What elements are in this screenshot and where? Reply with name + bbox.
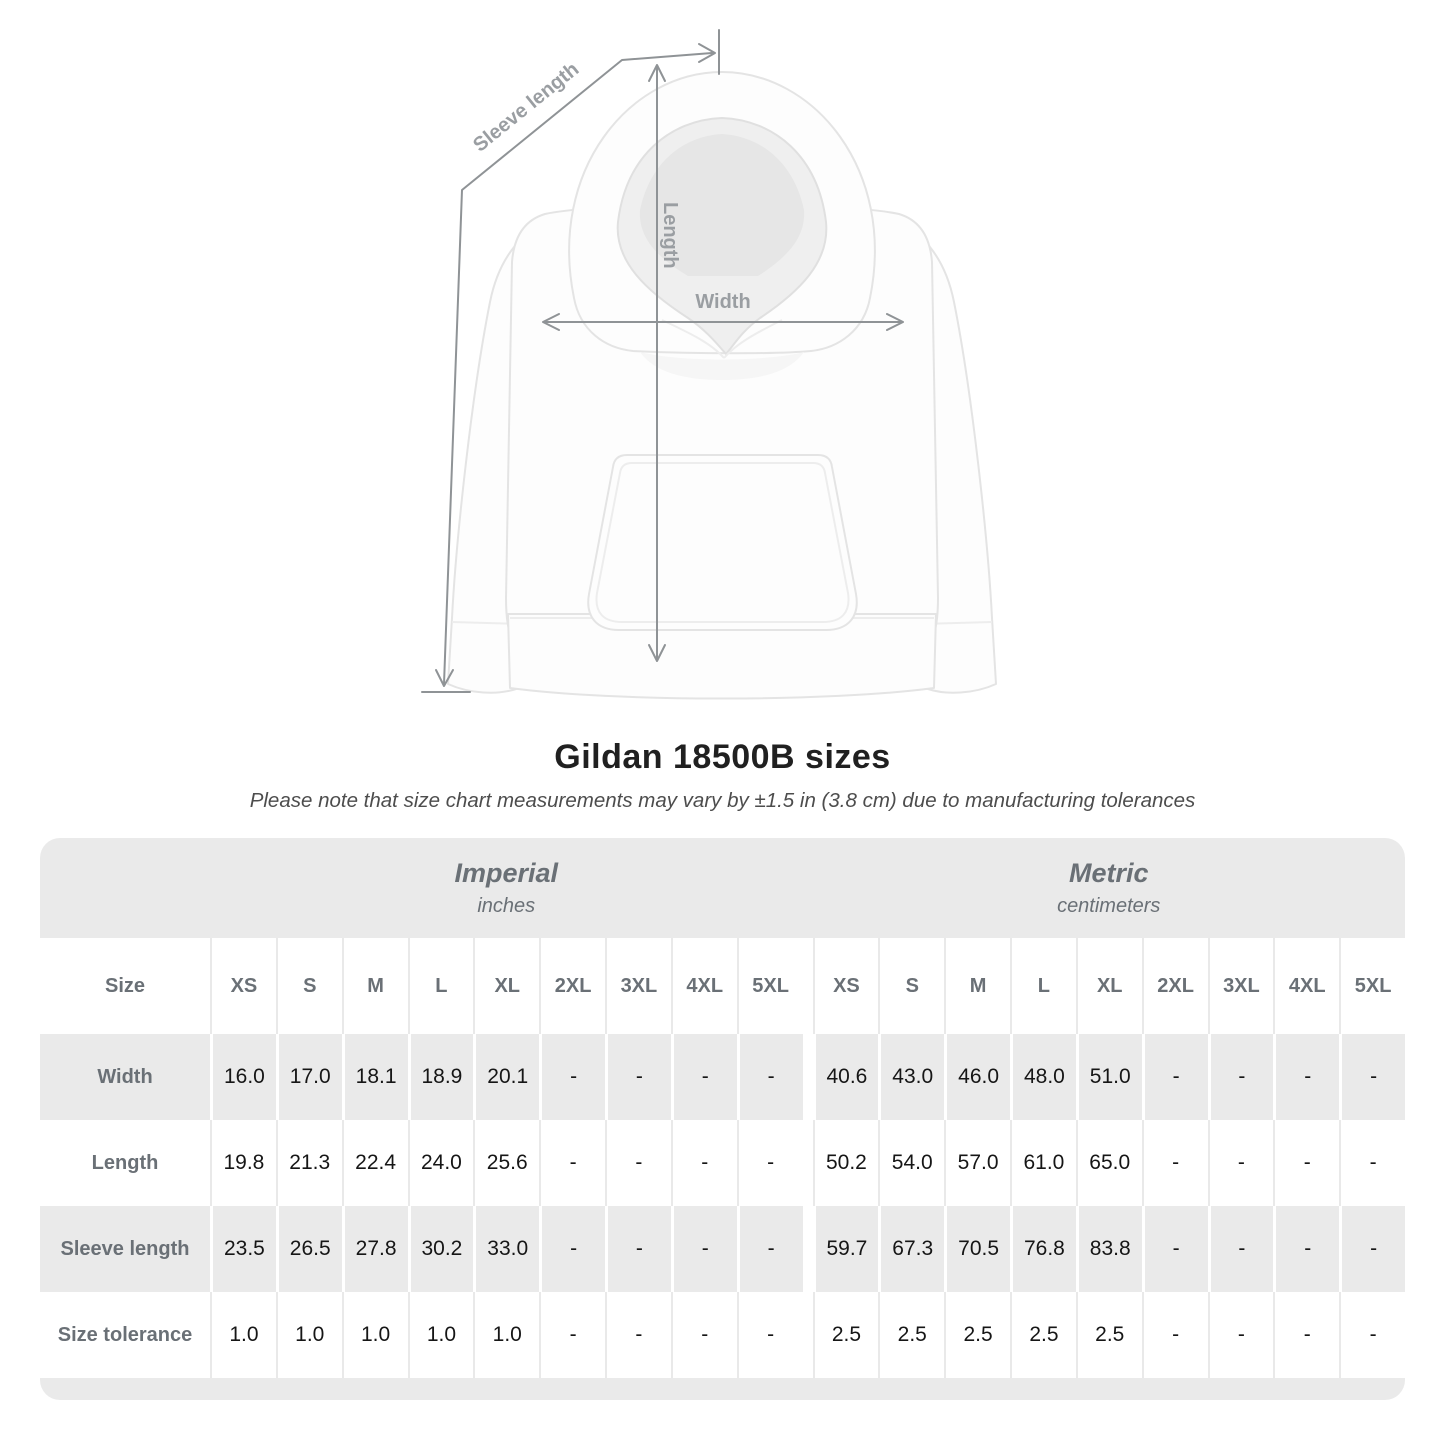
size-header-imperial-5xl: 5XL — [737, 938, 803, 1034]
measurement-value: - — [1208, 1034, 1274, 1120]
measurement-value: - — [1142, 1292, 1208, 1378]
measurement-value: 1.0 — [276, 1292, 342, 1378]
unit-band-divider — [803, 838, 813, 938]
measurement-value: - — [671, 1120, 737, 1206]
measurement-value: - — [605, 1034, 671, 1120]
section-divider — [803, 1206, 813, 1292]
measurement-value: 1.0 — [342, 1292, 408, 1378]
size-header-imperial-3xl: 3XL — [605, 938, 671, 1034]
measurement-value: - — [737, 1292, 803, 1378]
measurement-value: 48.0 — [1010, 1034, 1076, 1120]
measurement-value: - — [671, 1292, 737, 1378]
measurement-value: - — [605, 1206, 671, 1292]
measurement-value: - — [605, 1120, 671, 1206]
section-divider — [803, 1120, 813, 1206]
measurement-value: 20.1 — [473, 1034, 539, 1120]
measurement-value: 67.3 — [878, 1206, 944, 1292]
size-grid — [40, 938, 1405, 1378]
measurement-value: 2.5 — [813, 1292, 879, 1378]
measurement-value: - — [539, 1206, 605, 1292]
measurement-value: - — [737, 1206, 803, 1292]
metric-title: Metric — [1068, 858, 1149, 888]
measurement-value: - — [539, 1292, 605, 1378]
size-column-header: Size — [40, 938, 210, 1034]
size-header-imperial-4xl: 4XL — [671, 938, 737, 1034]
measurement-value: - — [1142, 1120, 1208, 1206]
imperial-header — [210, 838, 803, 938]
row-label: Size tolerance — [40, 1292, 210, 1378]
measurement-value: - — [1273, 1292, 1339, 1378]
measurement-value: 83.8 — [1076, 1206, 1142, 1292]
width-label: Width — [695, 291, 751, 313]
sleeve-length-label: Sleeve length — [469, 58, 584, 157]
measurement-value: 23.5 — [210, 1206, 276, 1292]
measurement-value: - — [1273, 1120, 1339, 1206]
size-header-metric-5xl: 5XL — [1339, 938, 1405, 1034]
size-header-imperial-xl: XL — [473, 938, 539, 1034]
measurement-value: 65.0 — [1076, 1120, 1142, 1206]
size-header-metric-xs: XS — [813, 938, 879, 1034]
size-header-metric-3xl: 3XL — [1208, 938, 1274, 1034]
measurement-value: 27.8 — [342, 1206, 408, 1292]
measurement-value: - — [1208, 1206, 1274, 1292]
measurement-value: 17.0 — [276, 1034, 342, 1120]
measurement-value: 54.0 — [878, 1120, 944, 1206]
table-footer-strip — [40, 1378, 1405, 1400]
size-header-imperial-2xl: 2XL — [539, 938, 605, 1034]
measurement-value: - — [539, 1034, 605, 1120]
measurement-value: 19.8 — [210, 1120, 276, 1206]
measurement-value: 2.5 — [944, 1292, 1010, 1378]
measurement-value: 18.1 — [342, 1034, 408, 1120]
section-divider — [803, 1034, 813, 1120]
row-label: Width — [40, 1034, 210, 1120]
measurement-value: 59.7 — [813, 1206, 879, 1292]
measurement-value: 18.9 — [408, 1034, 474, 1120]
size-header-imperial-s: S — [276, 938, 342, 1034]
measurement-value: 76.8 — [1010, 1206, 1076, 1292]
measurement-value: - — [737, 1120, 803, 1206]
measurement-value: 24.0 — [408, 1120, 474, 1206]
hoodie-illustration — [448, 72, 996, 699]
row-label: Length — [40, 1120, 210, 1206]
metric-unit: centimeters — [1057, 895, 1161, 917]
measurement-value: 70.5 — [944, 1206, 1010, 1292]
measurement-value: - — [1142, 1034, 1208, 1120]
tolerance-note: Please note that size chart measurements may vary by ±1.5 in (3.8 cm) due to manufacturing tolerances — [249, 789, 1196, 812]
measurement-value: 33.0 — [473, 1206, 539, 1292]
measurement-value: 1.0 — [408, 1292, 474, 1378]
section-divider — [803, 1292, 813, 1378]
size-header-metric-4xl: 4XL — [1273, 938, 1339, 1034]
measurement-value: - — [605, 1292, 671, 1378]
measurement-value: 61.0 — [1010, 1120, 1076, 1206]
unit-header-band — [40, 838, 1405, 938]
size-header-metric-2xl: 2XL — [1142, 938, 1208, 1034]
measurement-value: 43.0 — [878, 1034, 944, 1120]
row-label: Sleeve length — [40, 1206, 210, 1292]
measurement-value: 21.3 — [276, 1120, 342, 1206]
measurement-value: 22.4 — [342, 1120, 408, 1206]
measurement-value: 30.2 — [408, 1206, 474, 1292]
measurement-value: - — [671, 1034, 737, 1120]
page-title: Gildan 18500B sizes — [554, 738, 891, 776]
size-chart-table — [40, 838, 1405, 1400]
measurement-value: 51.0 — [1076, 1034, 1142, 1120]
measurement-value: 40.6 — [813, 1034, 879, 1120]
measurement-value: - — [1208, 1120, 1274, 1206]
imperial-title: Imperial — [454, 858, 559, 888]
size-header-imperial-m: M — [342, 938, 408, 1034]
size-header-metric-s: S — [878, 938, 944, 1034]
size-header-imperial-l: L — [408, 938, 474, 1034]
size-header-metric-m: M — [944, 938, 1010, 1034]
measurement-value: - — [1339, 1206, 1405, 1292]
measurement-value: 1.0 — [210, 1292, 276, 1378]
imperial-unit: inches — [477, 895, 536, 917]
measurement-value: - — [1339, 1034, 1405, 1120]
measurement-value: - — [1339, 1292, 1405, 1378]
measurement-value: 46.0 — [944, 1034, 1010, 1120]
size-header-metric-xl: XL — [1076, 938, 1142, 1034]
measurement-value: 16.0 — [210, 1034, 276, 1120]
measurement-value: 2.5 — [878, 1292, 944, 1378]
measurement-value: - — [671, 1206, 737, 1292]
section-divider — [803, 938, 813, 1034]
metric-header — [813, 838, 1406, 938]
size-header-metric-l: L — [1010, 938, 1076, 1034]
measurement-value: 57.0 — [944, 1120, 1010, 1206]
unit-band-spacer — [40, 838, 210, 938]
measurement-value: 50.2 — [813, 1120, 879, 1206]
measurement-value: 25.6 — [473, 1120, 539, 1206]
measurement-value: 2.5 — [1010, 1292, 1076, 1378]
measurement-value: - — [539, 1120, 605, 1206]
hoodie-kangaroo-pocket — [588, 455, 857, 630]
measurement-value: - — [1273, 1034, 1339, 1120]
measurement-value: - — [1208, 1292, 1274, 1378]
measurement-value: 26.5 — [276, 1206, 342, 1292]
measurement-value: - — [1339, 1120, 1405, 1206]
measurement-value: - — [1273, 1206, 1339, 1292]
measurement-value: - — [1142, 1206, 1208, 1292]
length-label: Length — [659, 202, 681, 269]
measurement-value: - — [737, 1034, 803, 1120]
size-header-imperial-xs: XS — [210, 938, 276, 1034]
measurement-value: 1.0 — [473, 1292, 539, 1378]
measurement-value: 2.5 — [1076, 1292, 1142, 1378]
